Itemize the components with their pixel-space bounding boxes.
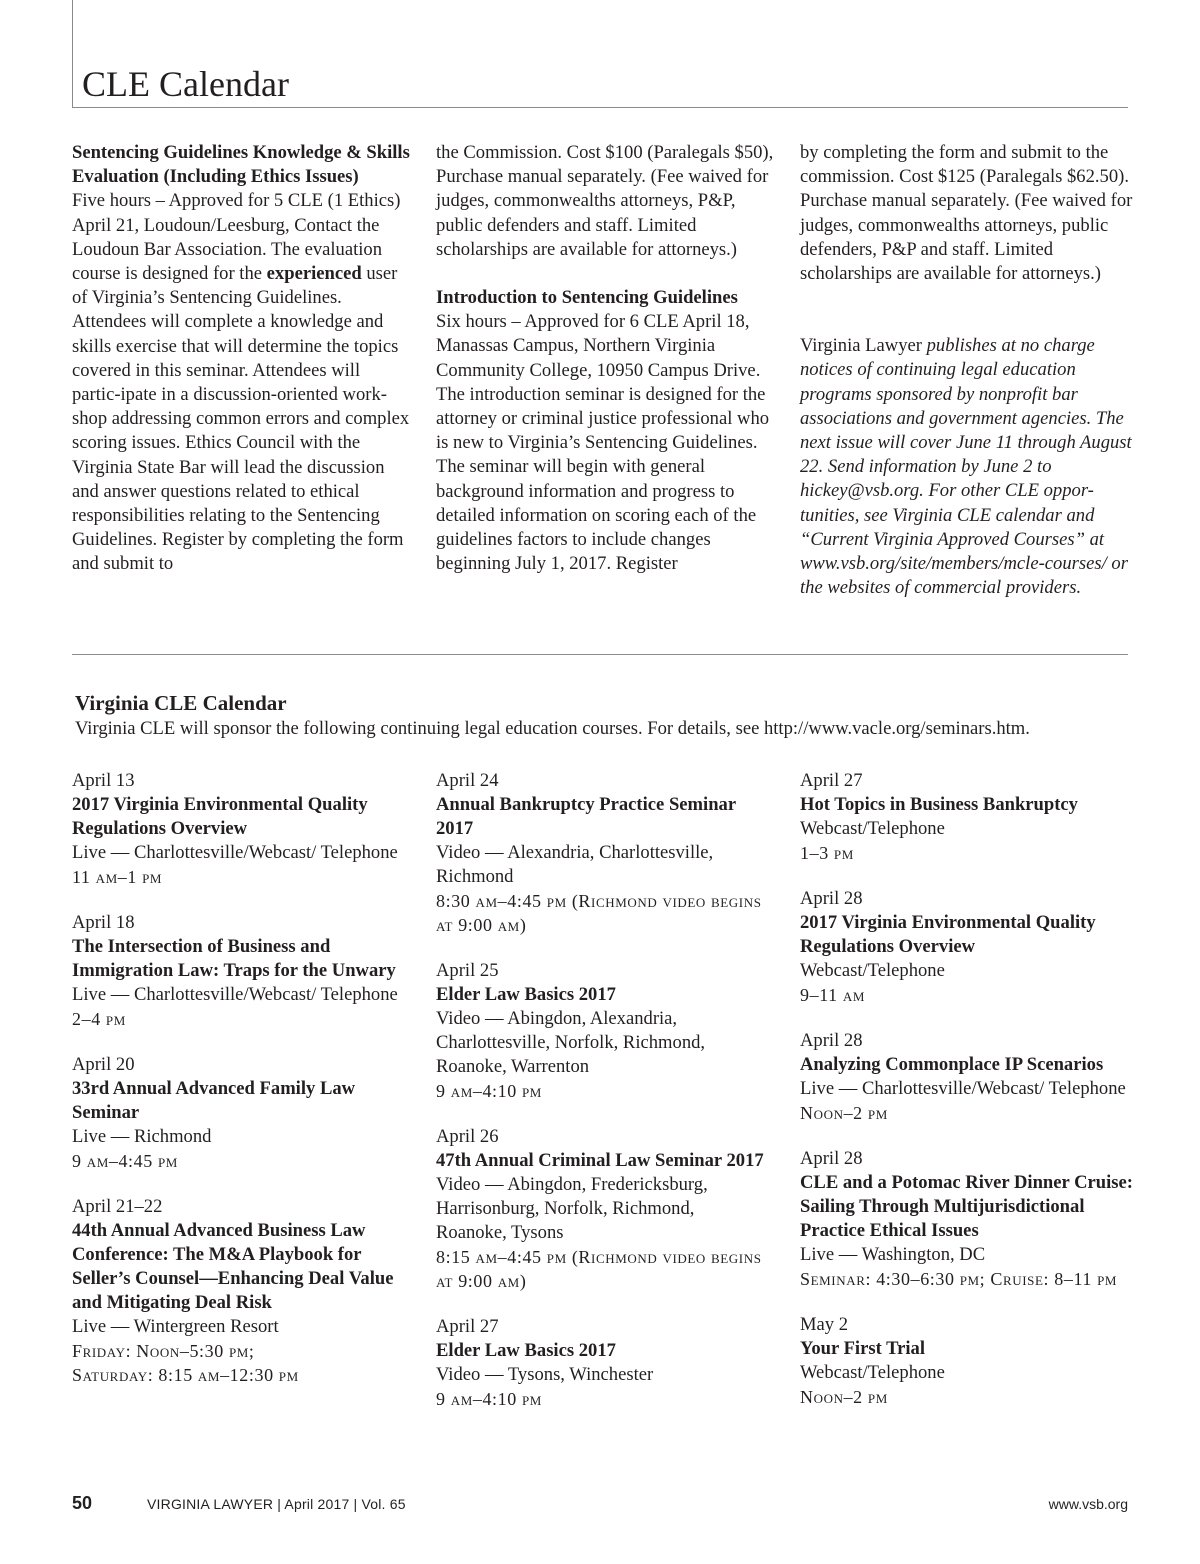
website-link[interactable]: www.vsb.org	[1048, 1496, 1128, 1512]
events-column-3	[800, 769, 1140, 1431]
event-location: Live — Charlottesville/Webcast/ Telephone	[72, 984, 398, 1005]
event-time: 9–11 am	[800, 985, 865, 1005]
article1-body-emph: experienced	[266, 263, 362, 285]
event-location: Webcast/Telephone	[800, 960, 945, 981]
event-time: 8:30 am–4:45 pm (Richmond video begins at 9:00 am)	[436, 891, 762, 935]
event-date: April 13	[72, 770, 135, 791]
event-time: Noon–2 pm	[800, 1103, 888, 1123]
article1-body	[72, 189, 410, 576]
publication-notice	[800, 334, 1138, 600]
event-title: 44th Annual Advanced Business Law Conference: The M&A Playbook for Seller’s Counsel—Enhancing Deal Value and Mitigating Deal Risk	[72, 1220, 394, 1313]
column-3	[800, 141, 1138, 600]
event-location: Live — Richmond	[72, 1126, 212, 1147]
event-item	[72, 1053, 402, 1173]
header-divider	[72, 107, 1128, 108]
event-date: April 28	[800, 888, 863, 909]
event-location: Webcast/Telephone	[800, 1362, 945, 1383]
header-vertical-rule	[72, 0, 73, 107]
event-item	[800, 1147, 1140, 1291]
article2-body: Six hours – Approved for 6 CLE April 18, Manassas Campus, Northern Virginia Community College, 10950 Campus Drive. The introduction seminar is designed for the attorney or criminal justice professional who is new to Virginia’s Sentencing Guidelines. The seminar will begin with general background information and progress to detailed information on scoring each of the guidelines factors to include changes beginning July 1, 2017. Register	[436, 311, 770, 575]
page-number: 50	[72, 1493, 93, 1513]
event-title: 47th Annual Criminal Law Seminar 2017	[436, 1150, 764, 1171]
event-time: 9 am–4:45 pm	[72, 1151, 178, 1171]
section-divider	[72, 654, 1128, 655]
event-item	[800, 769, 1140, 865]
event-date: April 20	[72, 1054, 135, 1075]
event-item	[436, 1315, 766, 1411]
notice-text: publishes at no charge notices of continuing legal education programs sponsored by nonprofit bar associations and government agencies. The next issue will cover June 11 through August 22. Send information by June 2 to hickey@vsb.org. For other CLE oppor-tunities, see Virginia CLE calendar and “Current Virginia Approved Courses” at www.vsb.org/site/members/mcle-courses/ or the websites of commercial providers.	[800, 335, 1132, 599]
event-location: Live — Charlottesville/Webcast/ Telephone	[72, 842, 398, 863]
event-date: April 24	[436, 770, 499, 791]
event-item	[72, 911, 402, 1031]
event-time: 9 am–4:10 pm	[436, 1081, 542, 1101]
event-item	[72, 769, 402, 889]
column-1	[72, 141, 410, 577]
article1-body-pre: Five hours – Approved for 5 CLE (1 Ethics) April 21, Loudoun/Leesburg, Contact the Loudoun Bar Association. The evaluation course is designed for the	[72, 190, 401, 285]
article1-body-post: user of Virginia’s Sentencing Guidelines. Attendees will complete a knowledge and skills exercise that will determine the topics covered in this seminar. Attendees will partic-ipate in a discussion-oriented work-shop addressing common errors and complex scoring issues. Ethics Council with the Virginia State Bar will lead the discussion and answer questions related to ethical responsibilities relating to the Sentencing Guidelines. Register by completing the form and submit to	[72, 263, 410, 575]
event-title: Analyzing Commonplace IP Scenarios	[800, 1054, 1104, 1075]
event-time: 2–4 pm	[72, 1009, 126, 1029]
event-date: April 27	[436, 1316, 499, 1337]
event-item	[436, 959, 766, 1103]
event-title: Elder Law Basics 2017	[436, 984, 616, 1005]
event-item	[72, 1195, 402, 1387]
column-2	[436, 141, 774, 576]
event-title: Your First Trial	[800, 1338, 925, 1359]
event-location: Video — Abingdon, Alexandria, Charlottesville, Norfolk, Richmond, Roanoke, Warrenton	[436, 1008, 706, 1077]
magazine-info: VIRGINIA LAWYER | April 2017 | Vol. 65	[147, 1496, 406, 1512]
event-item	[436, 769, 766, 937]
event-location: Live — Washington, DC	[800, 1244, 986, 1265]
event-date: April 18	[72, 912, 135, 933]
event-date: May 2	[800, 1314, 849, 1335]
event-title: Hot Topics in Business Bankruptcy	[800, 794, 1078, 815]
event-date: April 25	[436, 960, 499, 981]
event-title: Elder Law Basics 2017	[436, 1340, 616, 1361]
virginia-cle-subtitle: Virginia CLE will sponsor the following continuing legal education courses. For details, see http://www.vacle.org/seminars.htm.	[75, 718, 1030, 739]
event-item	[800, 1313, 1140, 1409]
event-title: CLE and a Potomac River Dinner Cruise: Sailing Through Multijurisdictional Practice Ethical Issues	[800, 1172, 1133, 1241]
article1-title: Sentencing Guidelines Knowledge & Skills Evaluation (Including Ethics Issues)	[72, 142, 410, 188]
events-column-1	[72, 769, 402, 1409]
event-location: Video — Tysons, Winchester	[436, 1364, 654, 1385]
event-title: 33rd Annual Advanced Family Law Seminar	[72, 1078, 356, 1123]
event-location: Video — Abingdon, Fredericksburg, Harrisonburg, Norfolk, Richmond, Roanoke, Tysons	[436, 1174, 708, 1243]
event-title: Annual Bankruptcy Practice Seminar 2017	[436, 794, 736, 839]
event-date: April 26	[436, 1126, 499, 1147]
event-time: 11 am–1 pm	[72, 867, 163, 887]
event-title: The Intersection of Business and Immigration Law: Traps for the Unwary	[72, 936, 396, 981]
events-column-2	[436, 769, 766, 1433]
event-time: Friday: Noon–5:30 pm;	[72, 1341, 255, 1361]
event-title: 2017 Virginia Environmental Quality Regulations Overview	[72, 794, 368, 839]
event-item	[800, 1029, 1140, 1125]
event-time: 9 am–4:10 pm	[436, 1389, 542, 1409]
event-date: April 27	[800, 770, 863, 791]
event-time: Seminar: 4:30–6:30 pm; Cruise: 8–11 pm	[800, 1269, 1118, 1289]
event-date: April 28	[800, 1030, 863, 1051]
event-time: Noon–2 pm	[800, 1387, 888, 1407]
event-location: Live — Wintergreen Resort	[72, 1316, 279, 1337]
page-title: CLE Calendar	[82, 64, 289, 104]
article1-body-continued: the Commission. Cost $100 (Paralegals $50), Purchase manual separately. (Fee waived for judges, commonwealths attorneys, P&P, public defenders and staff. Limited scholarships are available for attorneys.)	[436, 142, 774, 260]
event-title: 2017 Virginia Environmental Quality Regulations Overview	[800, 912, 1096, 957]
event-time-2: Saturday: 8:15 am–12:30 pm	[72, 1365, 299, 1385]
event-date: April 28	[800, 1148, 863, 1169]
event-location: Video — Alexandria, Charlottesville, Richmond	[436, 842, 714, 887]
event-time: 8:15 am–4:45 pm (Richmond video begins at 9:00 am)	[436, 1247, 762, 1291]
notice-lead: Virginia Lawyer	[800, 335, 922, 357]
event-item	[436, 1125, 766, 1293]
virginia-cle-title: Virginia CLE Calendar	[75, 691, 287, 715]
event-time: 1–3 pm	[800, 843, 854, 863]
event-location: Live — Charlottesville/Webcast/ Telephone	[800, 1078, 1126, 1099]
event-item	[800, 887, 1140, 1007]
event-date: April 21–22	[72, 1196, 163, 1217]
article2-body-continued: by completing the form and submit to the commission. Cost $125 (Paralegals $62.50). Purchase manual separately. (Fee waived for judges, commonwealths attorneys, public defenders, P&P and staff. Limited scholarships are available for attorneys.)	[800, 142, 1133, 285]
event-location: Webcast/Telephone	[800, 818, 945, 839]
article2-title: Introduction to Sentencing Guidelines	[436, 287, 738, 309]
